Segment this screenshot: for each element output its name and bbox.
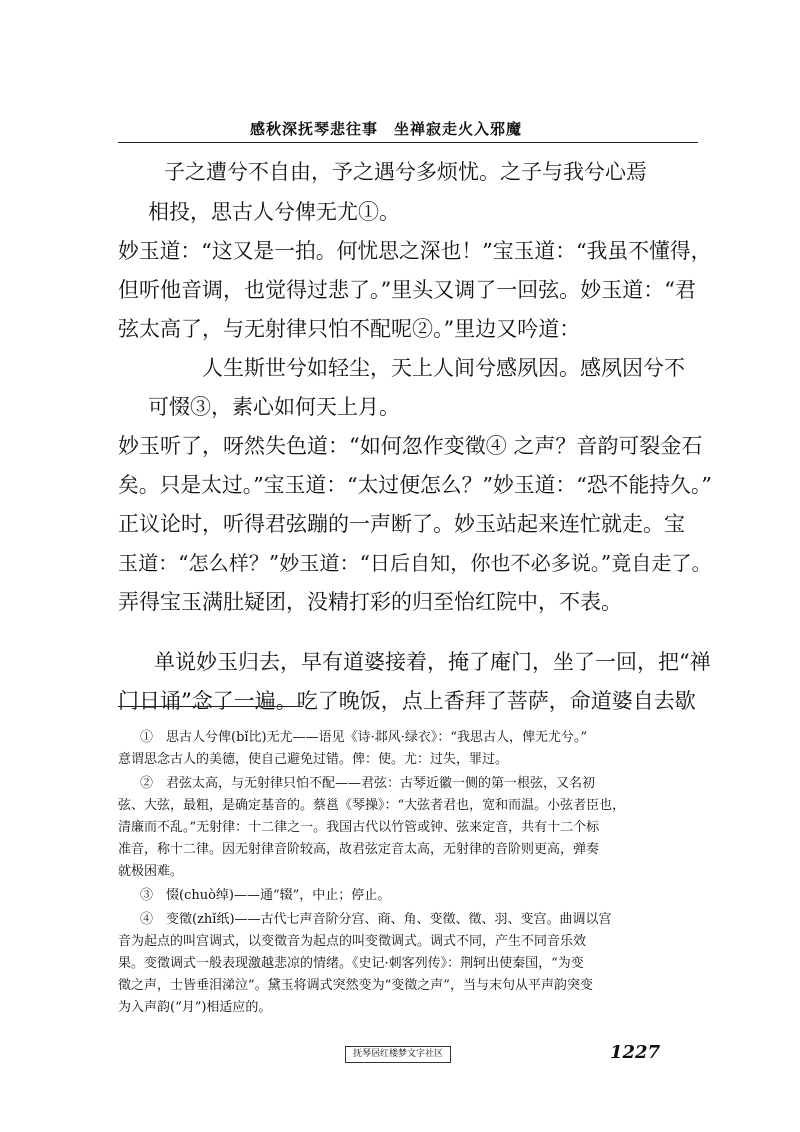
footnote-line: 弦、大弦，最粗，是确定基音的。蔡邕《琴操》：“大弦者君也，宽和而温。小弦者臣也，: [118, 798, 626, 813]
footnote-line: ③ 惙(chuò绰)——通“辍”，中止；停止。: [140, 888, 391, 903]
header-rule: [118, 142, 698, 143]
text-line: 弦太高了，与无射律只怕不配呢②。”里边又吟道：: [118, 317, 581, 341]
poem-line: 人生斯世兮如轻尘，天上人间兮感夙因。感夙因兮不: [202, 356, 685, 380]
poem-line: 子之遭兮不自由，予之遇兮多烦忧。之子与我兮心焉: [164, 160, 647, 184]
footnote-line: ① 思古人兮俾(bǐ比)无尤——语见《诗·邶风·绿衣》：“我思古人，俾无尤兮。”: [140, 730, 588, 745]
footnote-line: ② 君弦太高，与无射律只怕不配——君弦：古琴近徽一侧的第一根弦，又名初: [140, 776, 596, 791]
text-line: 玉道：“怎么样？”妙玉道：“日后自知，你也不必多说。”竟自走了。: [118, 551, 712, 575]
footnote-line: 意谓思念古人的美德，使自己避免过错。俾：使。尤：过失，罪过。: [118, 752, 509, 767]
footnote-line: 就极困难。: [118, 864, 184, 879]
text-line: 妙玉道：“这又是一拍。何忧思之深也！”宝玉道：“我虽不懂得，: [118, 239, 712, 263]
text-line: 单说妙玉归去，早有道婆接着，掩了庵门，坐了一回，把“禅: [154, 650, 711, 674]
text-line: 正议论时，听得君弦蹦的一声断了。妙玉站起来连忙就走。宝: [118, 512, 685, 536]
footnote-line: 果。变徵调式一般表现激越悲凉的情绪。《史记·刺客列传》：荆轲出使秦国，“为变: [118, 956, 584, 971]
poem-line: 可惙③，素心如何天上月。: [148, 395, 400, 419]
page-number: 1227: [610, 1042, 661, 1063]
footnote-line: 清廉而不乱。”无射律：十二律之一。我国古代以竹管或钟、弦来定音，共有十二个标: [118, 820, 600, 835]
footnote-line: 为入声韵(“月”)相适应的。: [118, 1000, 272, 1015]
footnote-rule: [118, 706, 303, 707]
text-line: 妙玉听了，呀然失色道：“如何忽作变徵④ 之声？音韵可裂金石: [118, 434, 703, 458]
running-head: 感秋深抚琴悲往事 坐禅寂走火入邪魔: [250, 120, 523, 138]
footnote-line: 徵之声，士皆垂泪涕泣”。黛玉将调式突然变为“变徵之声”，当与末句从平声韵突变: [118, 978, 593, 993]
text-line: 但听他音调，也觉得过悲了。”里头又调了一回弦。妙玉道：“君: [118, 278, 696, 302]
poem-line: 相投，思古人兮俾无尤①。: [148, 200, 400, 224]
footnote-line: 音为起点的叫宫调式，以变徵音为起点的叫变徵调式。调式不同，产生不同音乐效: [118, 934, 587, 949]
footnote-line: 准音，称十二律。因无射律音阶较高，故君弦定音太高，无射律的音阶则更高，弹奏: [118, 842, 600, 857]
footnote-line: ④ 变徵(zhǐ纸)——古代七声音阶分宫、商、角、变徵、徵、羽、变宫。曲调以宫: [140, 912, 612, 927]
text-line: 门日诵”念了一遍。吃了晚饭，点上香拜了菩萨，命道婆自去歇: [118, 689, 696, 713]
text-line: 弄得宝玉满肚疑团，没精打彩的归至怡红院中，不表。: [118, 590, 622, 614]
source-stamp: 抚琴居红楼梦文字社区: [345, 1046, 451, 1063]
text-line: 矣。只是太过。”宝玉道：“太过便怎么？”妙玉道：“恐不能持久。”: [118, 473, 712, 497]
